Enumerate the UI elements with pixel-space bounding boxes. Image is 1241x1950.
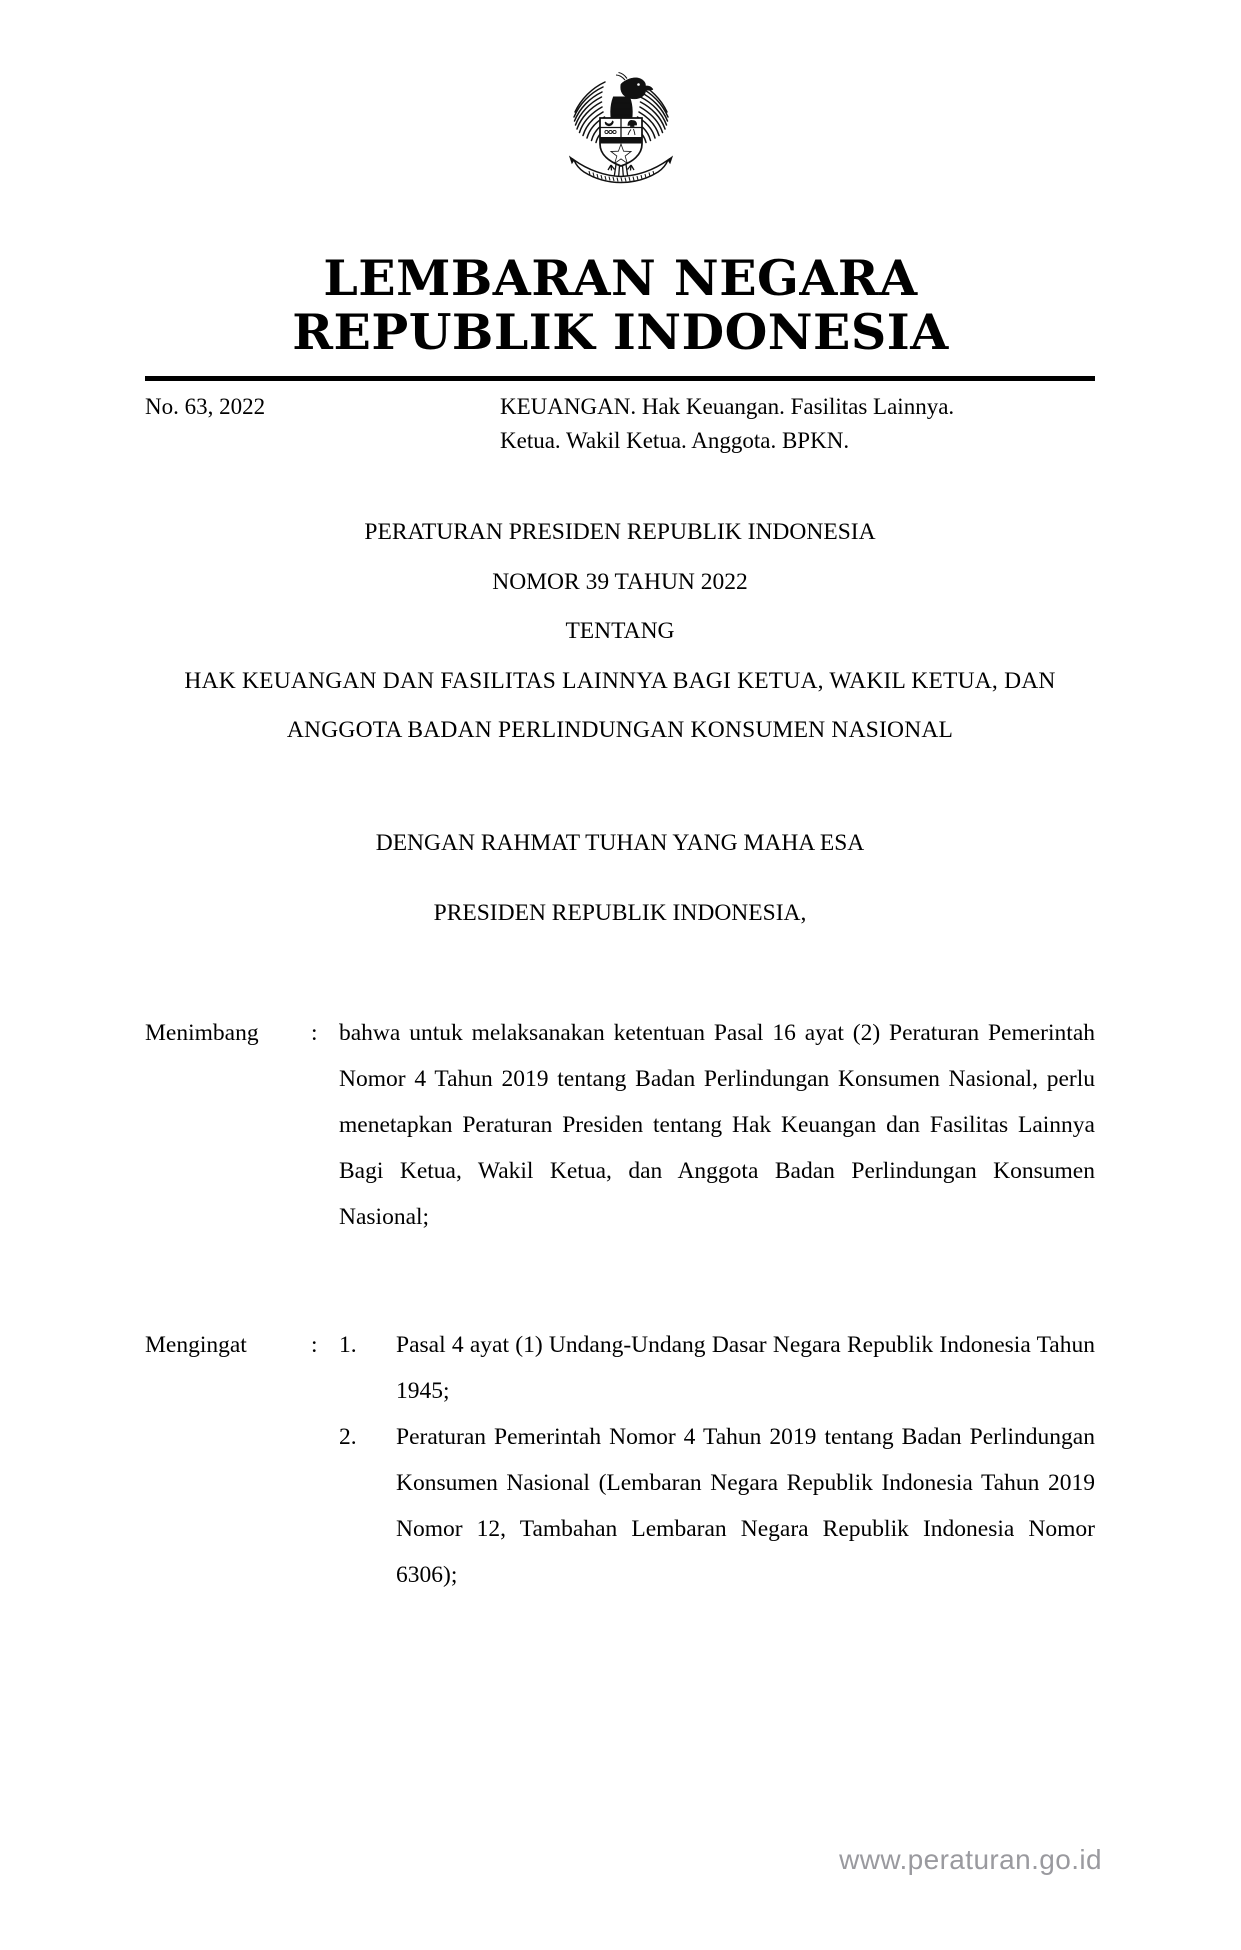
masthead xyxy=(0,249,1241,361)
title-regulation-type: PERATURAN PRESIDEN REPUBLIK INDONESIA xyxy=(364,519,876,545)
mengingat-item-number: 1. xyxy=(339,1332,357,1358)
menimbang-colon: : xyxy=(311,1020,318,1046)
footer-watermark-url: www.peraturan.go.id xyxy=(839,1844,1102,1875)
regulation-title-block xyxy=(70,521,1170,743)
masthead-line-1: LEMBARAN NEGARA xyxy=(323,249,918,307)
invocation-text: DENGAN RAHMAT TUHAN YANG MAHA ESA xyxy=(375,830,865,856)
title-number-year: NOMOR 39 TAHUN 2022 xyxy=(492,568,748,595)
mengingat-body xyxy=(339,1322,1095,1598)
masthead-divider-rule xyxy=(145,376,1095,381)
menimbang-label: Menimbang xyxy=(145,1020,259,1046)
title-subject-line-1: HAK KEUANGAN DAN FASILITAS LAINNYA BAGI KETUA, WAKIL KETUA, DAN xyxy=(184,667,1056,694)
document-number: No. 63, 2022 xyxy=(145,394,266,419)
emblem-container xyxy=(0,62,1241,187)
mengingat-item-number: 2. xyxy=(339,1424,357,1451)
list-item xyxy=(339,1322,1095,1414)
mengingat-item-text: Peraturan Pemerintah Nomor 4 Tahun 2019 tentang Badan Perlindungan Konsumen Nasional (Lembaran Negara Republik Indonesia Tahun 2019 Nomor 12, Tambahan Lembaran Negara Republik Indonesia Nomor 6306); xyxy=(396,1424,1095,1589)
clause-mengingat xyxy=(145,1322,1095,1598)
masthead-line-2: REPUBLIK INDONESIA xyxy=(292,302,949,361)
mengingat-list xyxy=(339,1322,1095,1598)
clause-menimbang xyxy=(145,1010,1095,1240)
title-about-label: TENTANG xyxy=(565,618,675,644)
title-subject-line-2: ANGGOTA BADAN PERLINDUNGAN KONSUMEN NASIONAL xyxy=(286,717,954,743)
menimbang-body xyxy=(339,1010,1095,1240)
document-subject-line-1: KEUANGAN. Hak Keuangan. Fasilitas Lainnya. xyxy=(500,394,955,419)
garuda-pancasila-emblem xyxy=(546,62,696,187)
document-subject-line-2: Ketua. Wakil Ketua. Anggota. BPKN. xyxy=(500,428,850,454)
menimbang-paragraph: bahwa untuk melaksanakan ketentuan Pasal 16 ayat (2) Peraturan Pemerintah Nomor 4 Tahun 2019 tentang Badan Perlindungan Konsumen Nasional, perlu menetapkan Peraturan Presiden tentang Hak Keuangan dan Fasilitas Lainnya Bagi Ketua, Wakil Ketua, dan Anggota Badan Perlindungan Konsumen Nasional; xyxy=(339,1020,1095,1231)
mengingat-item-text: Pasal 4 ayat (1) Undang-Undang Dasar Negara Republik Indonesia Tahun 1945; xyxy=(396,1332,1095,1405)
mengingat-colon: : xyxy=(311,1332,318,1358)
president-title: PRESIDEN REPUBLIK INDONESIA, xyxy=(433,900,807,926)
document-subject-keywords xyxy=(500,390,1095,458)
mengingat-label: Mengingat xyxy=(145,1332,247,1358)
document-header-row xyxy=(145,390,1095,458)
list-item xyxy=(339,1414,1095,1598)
